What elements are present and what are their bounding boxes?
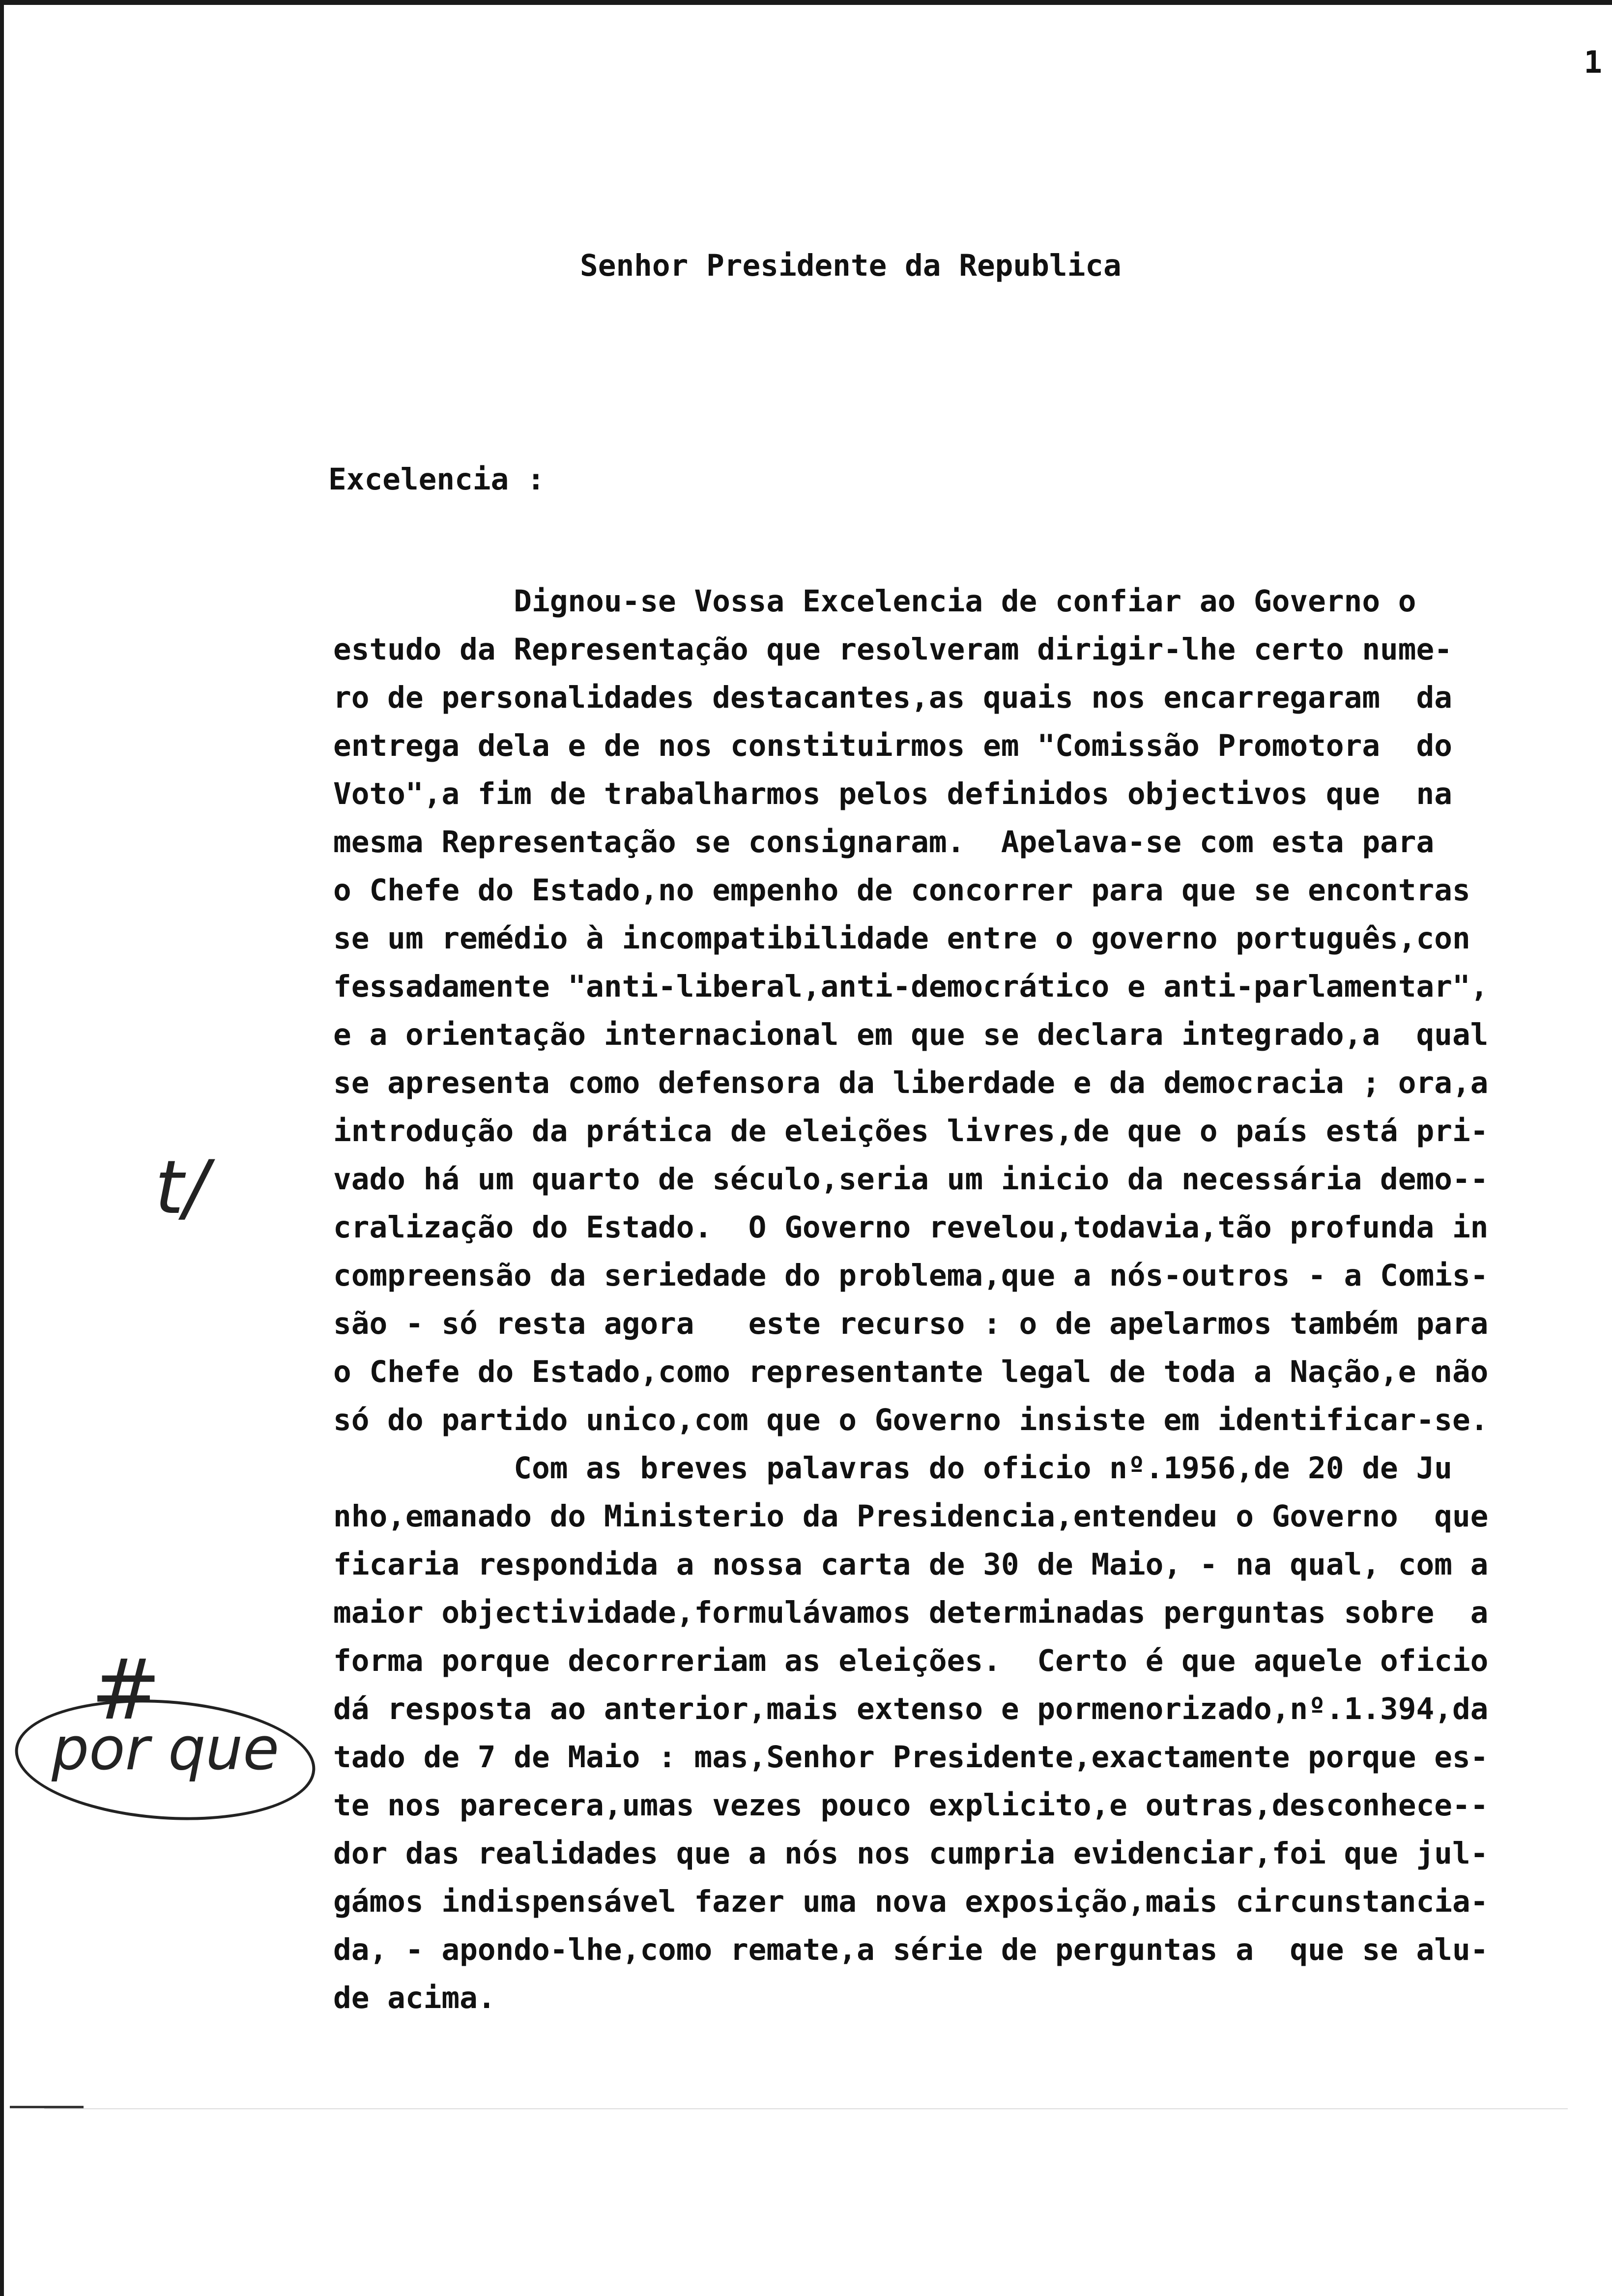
body-line: ficaria respondida a nossa carta de 30 de Maio, - na qual, com a [333, 1547, 1489, 1582]
body-line: só do partido unico,com que o Governo insiste em identificar-se. [333, 1403, 1489, 1437]
letter-title: Senhor Presidente da Republica [580, 248, 1122, 283]
body-line: se apresenta como defensora da liberdade e da democracia ; ora,a [333, 1065, 1489, 1100]
greeting: Excelencia : [328, 462, 545, 497]
page-border-top [0, 0, 1612, 5]
body-line: Com as breves palavras do oficio nº.1956,de 20 de Ju [333, 1451, 1452, 1486]
body-line: e a orientação internacional em que se declara integrado,a qual [333, 1017, 1489, 1052]
body-line: Voto",a fim de trabalharmos pelos definidos objectivos que na [333, 776, 1452, 811]
page-border-left [0, 0, 4, 2296]
body-line: fessadamente "anti-liberal,anti-democrático e anti-parlamentar", [333, 969, 1489, 1004]
body-line: compreensão da seriedade do problema,que a nós-outros - a Comis- [333, 1258, 1489, 1293]
body-line: vado há um quarto de século,seria um inicio da necessária demo-- [333, 1162, 1489, 1197]
body-line: da, - apondo-lhe,como remate,a série de perguntas a que se alu- [333, 1932, 1489, 1967]
bottom-rule [44, 2108, 1568, 2109]
body-line: Dignou-se Vossa Excelencia de confiar ao Governo o [333, 584, 1416, 619]
handwritten-mark-tl: t/ [155, 1145, 209, 1231]
body-line: dor das realidades que a nós nos cumpria evidenciar,foi que jul- [333, 1836, 1489, 1871]
body-line: gámos indispensável fazer uma nova exposição,mais circunstancia- [333, 1884, 1489, 1919]
body-line: entrega dela e de nos constituirmos em "Comissão Promotora do [333, 728, 1452, 763]
handwritten-por-que: por que [52, 1715, 280, 1783]
body-line: o Chefe do Estado,como representante legal de toda a Nação,e não [333, 1354, 1489, 1389]
body-line: tado de 7 de Maio : mas,Senhor Presidente,exactamente porque es- [333, 1740, 1489, 1775]
bottom-rule-mark [10, 2106, 84, 2108]
body-line: de acima. [333, 1980, 496, 2015]
body-line: nho,emanado do Ministerio da Presidencia,entendeu o Governo que [333, 1499, 1489, 1534]
body-line: forma porque decorreriam as eleições. Certo é que aquele oficio [333, 1643, 1489, 1678]
body-line: cralização do Estado. O Governo revelou,todavia,tão profunda in [333, 1210, 1489, 1245]
body-line: introdução da prática de eleições livres,de que o país está pri- [333, 1114, 1489, 1148]
body-line: dá resposta ao anterior,mais extenso e pormenorizado,nº.1.394,da [333, 1692, 1489, 1726]
body-line: ro de personalidades destacantes,as quais nos encarregaram da [333, 680, 1452, 715]
page-number: 1 [1583, 44, 1602, 80]
body-line: te nos parecera,umas vezes pouco explicito,e outras,desconhece-- [333, 1788, 1489, 1823]
body-line: o Chefe do Estado,no empenho de concorrer para que se encontras [333, 873, 1470, 908]
letter-body [333, 577, 1591, 2022]
body-line: estudo da Representação que resolveram dirigir-lhe certo nume- [333, 632, 1452, 667]
body-line: são - só resta agora este recurso : o de apelarmos também para [333, 1306, 1489, 1341]
body-line: se um remédio à incompatibilidade entre o governo português,con [333, 921, 1470, 956]
body-line: mesma Representação se consignaram. Apelava-se com esta para [333, 825, 1435, 860]
handwritten-hash-mark: # [91, 1641, 161, 1739]
body-line: maior objectividade,formulávamos determinadas perguntas sobre a [333, 1595, 1489, 1630]
